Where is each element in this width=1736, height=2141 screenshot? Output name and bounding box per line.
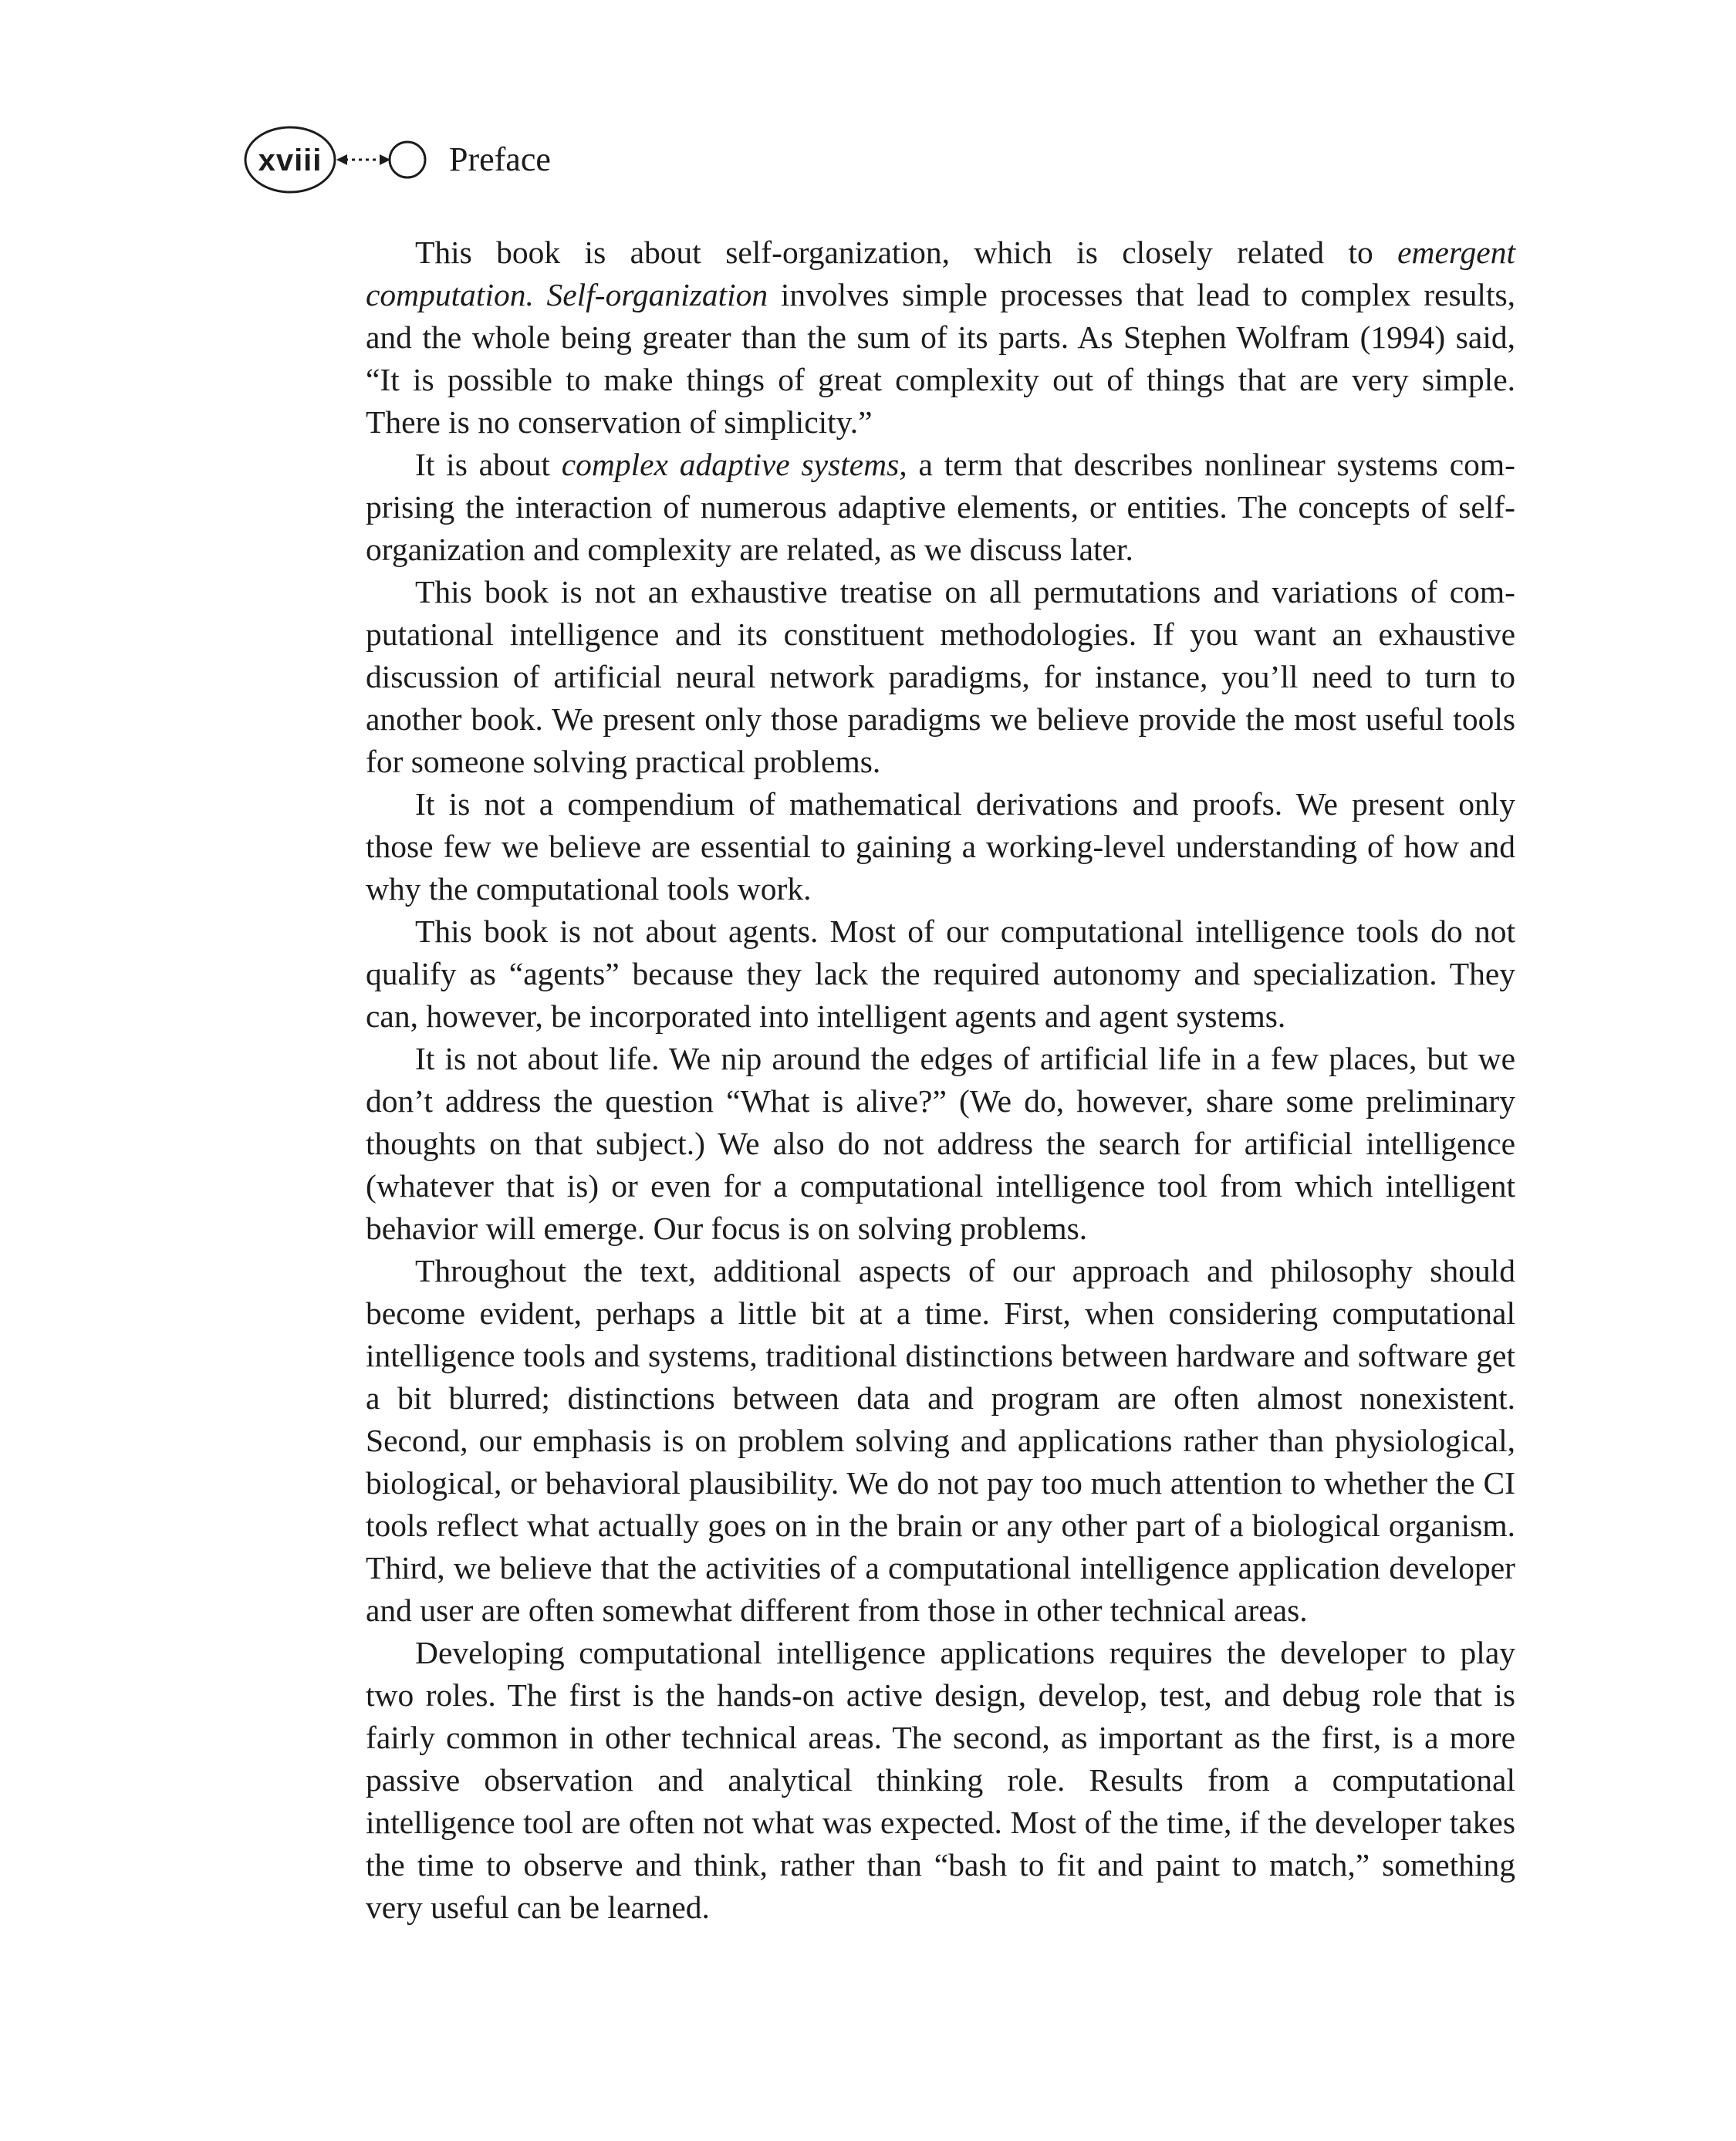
text-run-italic: complex adaptive systems, <box>561 447 907 482</box>
preface-body <box>366 231 1515 1929</box>
running-title: Preface <box>449 140 551 178</box>
paragraph-5 <box>366 910 1515 1038</box>
paragraph-7 <box>366 1250 1515 1632</box>
text-run: Developing computational intelligence applications requires the developer to play two roles. The first is the hands-on active design, develop, test, and debug role that is fairly common in other technical areas. The second, as important as the first, is a more passive observation and analytical thinking role. Results from a computational intelligence tool are often not what was expected. Most of the time, if the developer takes the time to observe and think, rather than “bash to fit and paint to match,” something very useful can be learned. <box>366 1635 1515 1925</box>
page-number: xviii <box>258 144 323 177</box>
paragraph-1 <box>366 231 1515 444</box>
text-run: involves simple processes that lead to complex results, and the whole being greater than the sum of its parts. As Stephen Wolfram (1994) said, “It is possible to make things of great complexity out of things that are very simple. There is no conservation of simplicity.” <box>366 277 1515 440</box>
arrowhead-left-icon <box>336 154 347 165</box>
text-run <box>534 277 547 312</box>
text-run: This book is not about agents. Most of our computational intelligence tools do not qualify as “agents” because they lack the required autonomy and specialization. They can, however, be incorporated into intelligent agents and agent systems. <box>366 913 1515 1034</box>
text-run: This book is not an exhaustive treatise on all permutations and variations of computational intelligence and its constituent methodologies. If you want an exhaustive discussion of artificial neural network paradigms, for instance, you’ll need to turn to another book. We present only those paradigms we believe provide the most useful tools for someone solving practical problems. <box>366 574 1515 779</box>
text-run: It is not about life. We nip around the edges of artificial life in a few places, but we don’t address the question “What is alive?” (We do, however, share some preliminary thoughts on that subject.) We also do not address the search for artificial intelligence (whatever that is) or even for a computational intelligence tool from which intelligent behavior will emerge. Our focus is on solving problems. <box>366 1041 1515 1246</box>
text-run: It is not a compendium of mathematical derivations and proofs. We present only those few we believe are essential to gaining a working-level understanding of how and why the computational tools work. <box>366 786 1515 907</box>
paragraph-2 <box>366 444 1515 571</box>
paragraph-4 <box>366 783 1515 910</box>
running-header <box>239 123 779 208</box>
text-run: Throughout the text, additional aspects of our approach and philosophy should become evident, perhaps a little bit at a time. First, when considering computational intelligence tools and systems, traditional distinctions between hardware and software get a bit blurred; distinctions between data and program are often almost nonexistent. Second, our emphasis is on problem solving and applications rather than physiological, biological, or behavioral plausibility. We do not pay too much attention to whether the CI tools reflect what actually goes on in the brain or any other part of a biological organism. Third, we believe that the activities of a computational intelligence application developer and user are often somewhat different from those in other technical areas. <box>366 1253 1515 1628</box>
text-run: This book is about self-organization, which is closely related to <box>415 235 1398 270</box>
node-circle-icon <box>390 142 425 177</box>
text-run: a term that describes nonlinear systems comprising the interaction of numerous adaptive elements, or entities. The concepts of self-organization and complexity are related, as we discuss later. <box>366 447 1515 567</box>
paragraph-8 <box>366 1632 1515 1929</box>
paragraph-3 <box>366 571 1515 783</box>
text-run: It is about <box>415 447 562 482</box>
text-run-italic: Self-organization <box>546 277 768 312</box>
text-run-italic: emergent computation. <box>366 235 1515 312</box>
paragraph-6 <box>366 1038 1515 1250</box>
